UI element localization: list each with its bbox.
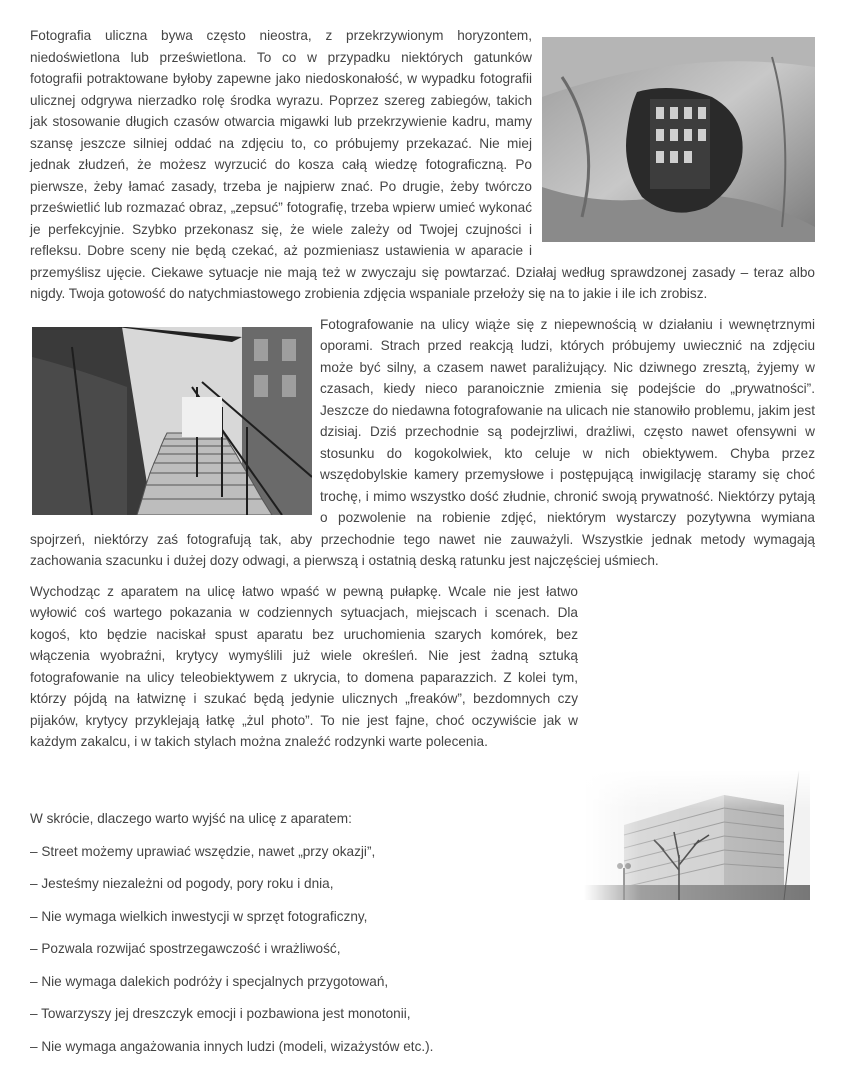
paragraph-1-text: Fotografia uliczna bywa często nieostra, z przekrzywionym horyzontem, niedoświetlona lub prześwietlona. To co w przypadku niektórych gatunków fotografii potraktowane byłoby zapewne jako niedoskonałość, w wypadku fotografii ulicznej odgrywa nierzadko rolę środka wyrazu. Poprzez szereg zabiegów, takich jak stosowanie długich czasów otwarcia migawki lub przekrzywienie kadru, mamy szansę jeszcze silniej oddać na zdjęciu to, co próbujemy przekazać. Nie miej jednak złudzeń, że możesz wyrzucić do kosza całą wiedzę fotograficzną. Po pierwsze, żeby łamać zasady, trzeba je najpierw znać. Po drugie, żeby twórczo prześwietlić lub rozmazać obraz, „zepsuć” fotografię, trzeba wpierw umieć wykonać je perfekcyjnie. Szybko przekonasz się, że wiele zależy od Twojej czujności i refleksu. Dobre sceny nie będą czekać, aż pozmieniasz ustawienia w aparacie i przemyślisz ujęcie. Ciekawe sytuacje nie mają też w zwyczaju się powtarzać. Działaj według sprawdzonej zasady – teraz albo nigdy. Twoja gotowość do natychmiastowego zrobienia zdjęcia wspaniale przełoży się na to jakie i ile ich zrobisz. bbox=[30, 28, 815, 301]
puddle-reflection-photo bbox=[542, 37, 815, 242]
list-item: – Nie wymaga wielkich inwestycji w sprzęt fotograficzny, bbox=[30, 908, 368, 924]
paragraph-2 bbox=[30, 314, 815, 572]
paragraph-3-text: Wychodząc z aparatem na ulicę łatwo wpaść w pewną pułapkę. Wcale nie jest łatwo wyłowić coś wartego pokazania w codziennych sytuacjach, miejscach i scenach. Dla kogoś, kto będzie naciskał spust aparatu bez uruchomienia szarych komórek, bez włączenia wyobraźni, krytycy wymyślili już wiele określeń. Nie jest żadną sztuką fotografowanie na ulicy teleobiektywem z ukrycia, to domena paparazzich. Z kolei tym, którzy pójdą na łatwiznę i szukać będą jedynie ulicznych „freaków”, bezdomnych czy pijaków, krytycy przyklejają łatkę „żul photo”. To nie jest fajne, choć oczywiście jak w każdym zakalcu, i w takich stylach można znaleźć rodzynki warte polecenia. bbox=[30, 583, 578, 749]
summary-intro: W skrócie, dlaczego warto wyjść na ulicę z aparatem: bbox=[30, 811, 352, 826]
list-item: – Nie wymaga angażowania innych ludzi (modeli, wizażystów etc.). bbox=[30, 1038, 434, 1054]
list-item: – Jesteśmy niezależni od pogody, pory roku i dnia, bbox=[30, 876, 334, 891]
list-item: – Nie wymaga dalekich podróży i specjalnych przygotowań, bbox=[30, 973, 389, 989]
article-body bbox=[30, 25, 815, 753]
summary-list bbox=[30, 808, 590, 1068]
stairs-photo bbox=[32, 327, 312, 515]
list-item: – Street możemy uprawiać wszędzie, nawet „przy okazji”, bbox=[30, 843, 376, 859]
list-item: – Pozwala rozwijać spostrzegawczość i wrażliwość, bbox=[30, 941, 341, 956]
paragraph-3 bbox=[30, 581, 578, 753]
paragraph-1 bbox=[30, 25, 815, 305]
list-item: – Towarzyszy jej dreszczyk emocji i pozbawiona jest monotonii, bbox=[30, 1006, 411, 1021]
foggy-building-photo bbox=[584, 770, 810, 900]
paragraph-2-text: Fotografowanie na ulicy wiąże się z niepewnością w działaniu i wewnętrznymi oporami. Strach przed reakcją ludzi, których próbujemy uwiecznić na zdjęciu może być silny, a czasem nawet paraliżujący. Nic dziwnego zresztą, żyjemy w czasach, kiedy nieco paranoicznie zmienia się podejście do „prywatności”. Jeszcze do niedawna fotografowanie na ulicach nie stanowiło problemu, jakim jest dzisiaj. Dziś przechodnie są podejrzliwi, drażliwi, często nawet ofensywni w stosunku do kogokolwiek, kto celuje w nich obiektywem. Chyba przez wszędobylskie kamery przemysłowe i postępującą inwigilację staramy się choć trochę, i mimo wszystko dość złudnie, chronić swoją prywatność. Niektórzy pytają o pozwolenie na robienie zdjęć, niektórym wystarczy pozytywna wymiana spojrzeń, niektórzy zaś fotografują tak, aby przechodnie tego nawet nie zauważyli. Wszystkie jednak metody wymagają zachowania szacunku i dużej dozy odwagi, a pierwszą i ostatnią deską ratunku jest najczęściej uśmiech. bbox=[30, 316, 815, 568]
